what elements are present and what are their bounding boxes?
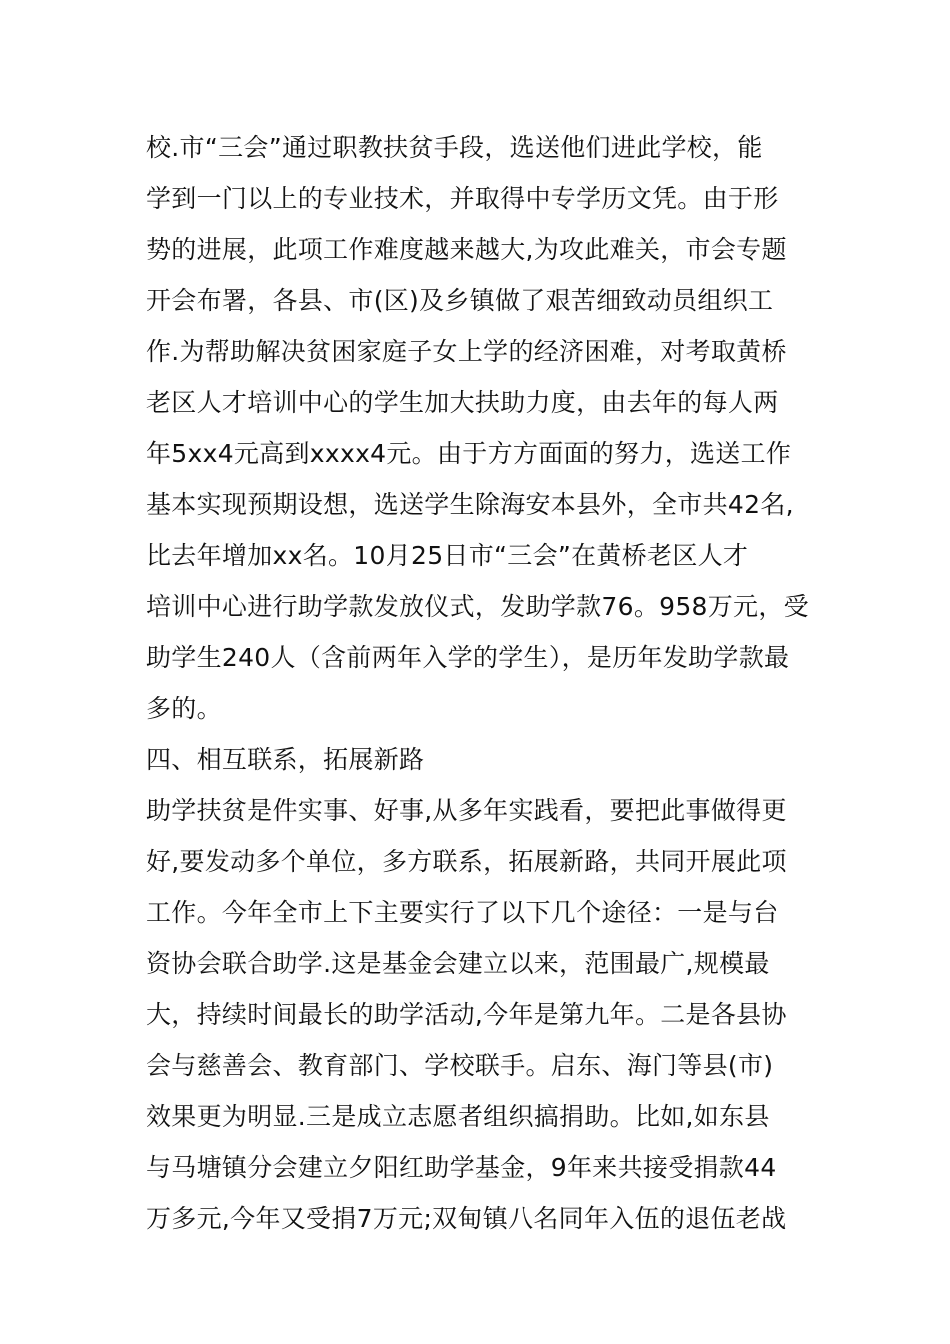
text-line: 与马塘镇分会建立夕阳红助学基金，9年来共接受捐款44 <box>146 1153 777 1182</box>
text-line: 年5xx4元高到xxxx4元。由于方方面面的努力，选送工作 <box>146 439 792 468</box>
section-heading: 四、相互联系，拓展新路 <box>146 745 425 774</box>
text-line: 作.为帮助解决贫困家庭子女上学的经济困难，对考取黄桥 <box>146 337 787 366</box>
text-line: 助学生240人（含前两年入学的学生），是历年发助学款最 <box>146 643 790 672</box>
text-line: 工作。今年全市上下主要实行了以下几个途径：一是与台 <box>146 898 779 927</box>
text-line: 会与慈善会、教育部门、学校联手。启东、海门等县(市) <box>146 1051 774 1080</box>
text-line: 开会布署，各县、市(区)及乡镇做了艰苦细致动员组织工 <box>146 286 774 315</box>
text-line: 学到一门以上的专业技术，并取得中专学历文凭。由于形 <box>146 184 779 213</box>
text-line: 资协会联合助学.这是基金会建立以来，范围最广,规模最 <box>146 949 770 978</box>
text-line: 比去年增加xx名。10月25日市“三会”在黄桥老区人才 <box>146 541 749 570</box>
text-line: 大，持续时间最长的助学活动,今年是第九年。二是各县协 <box>146 1000 787 1029</box>
text-line: 培训中心进行助学款发放仪式，发助学款76。958万元，受 <box>146 592 809 621</box>
text-line: 老区人才培训中心的学生加大扶助力度，由去年的每人两 <box>146 388 779 417</box>
text-line: 助学扶贫是件实事、好事,从多年实践看，要把此事做得更 <box>146 796 787 825</box>
text-line: 基本实现预期设想，选送学生除海安本县外，全市共42名, <box>146 490 794 519</box>
text-line: 校.市“三会”通过职教扶贫手段，选送他们进此学校，能 <box>146 133 763 162</box>
text-line: 效果更为明显.三是成立志愿者组织搞捐助。比如,如东县 <box>146 1102 770 1131</box>
text-line: 好,要发动多个单位，多方联系，拓展新路，共同开展此项 <box>146 847 787 876</box>
text-line: 势的进展，此项工作难度越来越大,为攻此难关，市会专题 <box>146 235 787 264</box>
text-line: 多的。 <box>146 694 222 723</box>
text-line: 万多元,今年又受捐7万元;双甸镇八名同年入伍的退伍老战 <box>146 1204 787 1233</box>
